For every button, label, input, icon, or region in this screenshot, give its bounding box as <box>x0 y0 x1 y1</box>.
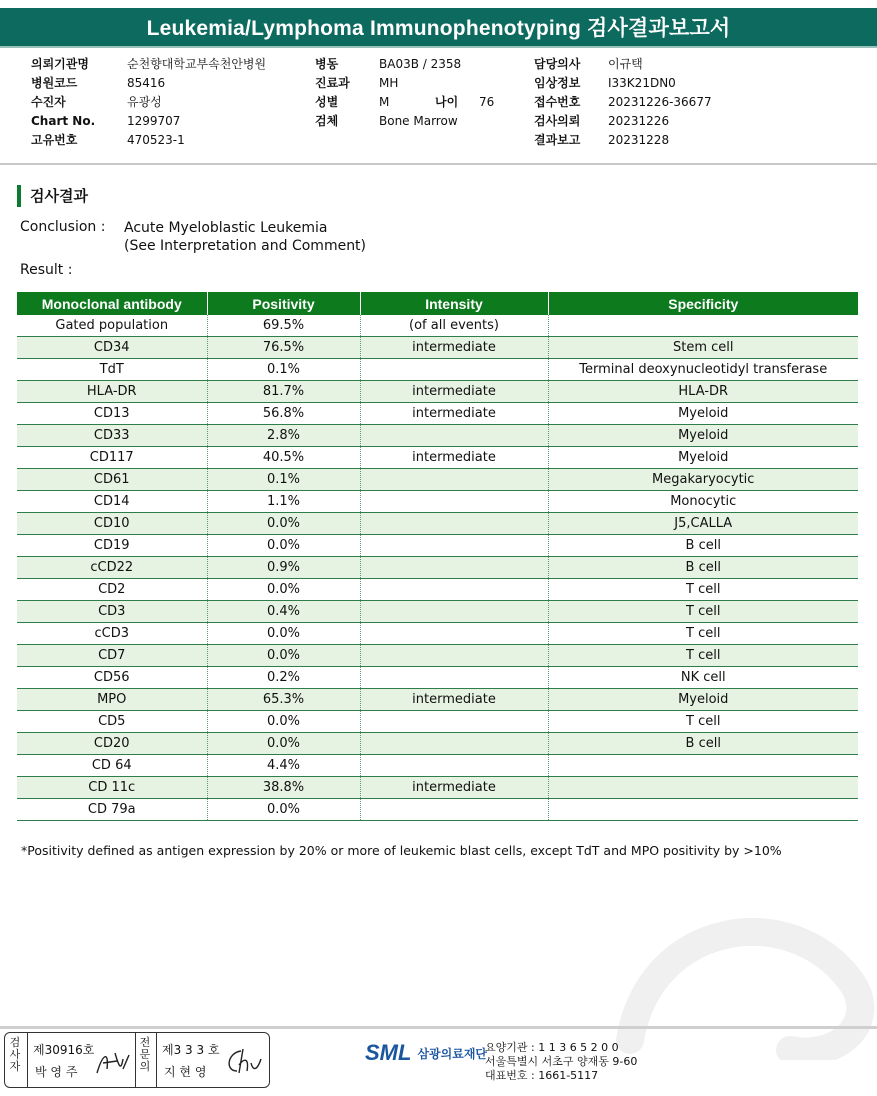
patient-info-col1 <box>31 55 266 150</box>
table-row <box>17 755 858 777</box>
positivity-cell: 0.0% <box>207 513 360 535</box>
specificity-cell <box>548 777 858 799</box>
table-row <box>17 733 858 755</box>
specificity-cell: T cell <box>548 601 858 623</box>
intensity-cell <box>360 359 548 381</box>
info-row <box>31 131 266 150</box>
separator <box>156 1033 157 1087</box>
positivity-cell: 0.1% <box>207 359 360 381</box>
positivity-cell: 0.0% <box>207 733 360 755</box>
positivity-cell: 81.7% <box>207 381 360 403</box>
table-row <box>17 403 858 425</box>
antibody-cell: CD7 <box>17 645 207 667</box>
logo-name: 삼광의료재단 <box>417 1046 488 1061</box>
separator <box>135 1033 136 1087</box>
table-row <box>17 623 858 645</box>
specificity-cell: B cell <box>548 535 858 557</box>
info-label: Chart No. <box>31 114 96 128</box>
footnote: *Positivity defined as antigen expression by 20% or more of leukemic blast cells, except TdT and MPO positivity by >10% <box>21 843 782 858</box>
specificity-cell <box>548 799 858 821</box>
conclusion-label: Conclusion : <box>20 219 106 235</box>
age-value: 76 <box>479 95 495 109</box>
watermark-graphic <box>590 860 877 1060</box>
info-value: MH <box>379 76 399 90</box>
antibody-cell: CD2 <box>17 579 207 601</box>
antibody-cell: CD19 <box>17 535 207 557</box>
intensity-cell <box>360 601 548 623</box>
antibody-cell: CD3 <box>17 601 207 623</box>
antibody-cell: cCD3 <box>17 623 207 645</box>
section-title: 검사결과 <box>17 185 88 207</box>
table-row <box>17 381 858 403</box>
info-row <box>315 74 494 93</box>
antibody-cell: CD 79a <box>17 799 207 821</box>
sml-logo <box>365 1040 487 1066</box>
positivity-cell: 0.0% <box>207 579 360 601</box>
info-value: BA03B / 2358 <box>379 57 462 71</box>
info-value: 1299707 <box>127 114 181 128</box>
table-row <box>17 777 858 799</box>
info-label: 병동 <box>315 57 339 71</box>
info-row <box>534 74 712 93</box>
info-label: 결과보고 <box>534 133 581 147</box>
intensity-cell <box>360 799 548 821</box>
positivity-cell: 0.1% <box>207 469 360 491</box>
antibody-cell: TdT <box>17 359 207 381</box>
info-row <box>534 93 712 112</box>
info-value: 순천향대학교부속천안병원 <box>127 57 267 71</box>
specificity-cell: Myeloid <box>548 689 858 711</box>
org-line: 서울특별시 서초구 양재동 9-60 <box>485 1055 638 1068</box>
results-table <box>17 292 858 821</box>
patient-info-col2 <box>315 55 494 131</box>
table-row <box>17 667 858 689</box>
column-header: Specificity <box>548 292 858 315</box>
antibody-cell: HLA-DR <box>17 381 207 403</box>
report-title: Leukemia/Lymphoma Immunophenotyping 검사결과보고서 <box>0 8 877 46</box>
intensity-cell: (of all events) <box>360 315 548 337</box>
intensity-cell <box>360 425 548 447</box>
specificity-cell: HLA-DR <box>548 381 858 403</box>
table-row <box>17 601 858 623</box>
positivity-cell: 0.0% <box>207 711 360 733</box>
intensity-cell <box>360 733 548 755</box>
info-value: Bone Marrow <box>379 114 458 128</box>
table-row <box>17 359 858 381</box>
info-row <box>534 55 712 74</box>
conclusion-text <box>124 219 366 255</box>
signature-scribble <box>93 1047 133 1077</box>
info-value: M <box>379 95 390 109</box>
table-row <box>17 557 858 579</box>
signer-role-examiner: 검 사 자 <box>9 1036 21 1073</box>
intensity-cell <box>360 579 548 601</box>
positivity-cell: 0.0% <box>207 535 360 557</box>
signature-scribble <box>223 1045 263 1077</box>
table-row <box>17 645 858 667</box>
column-header: Positivity <box>207 292 360 315</box>
intensity-cell: intermediate <box>360 689 548 711</box>
antibody-cell: CD20 <box>17 733 207 755</box>
positivity-cell: 0.2% <box>207 667 360 689</box>
specificity-cell: B cell <box>548 733 858 755</box>
specificity-cell: T cell <box>548 711 858 733</box>
specificity-cell: Myeloid <box>548 447 858 469</box>
org-line: 요양기관 : 1 1 3 6 5 2 0 0 <box>485 1041 619 1054</box>
info-row <box>31 55 266 74</box>
positivity-cell: 0.0% <box>207 645 360 667</box>
license-number: 제3 3 3 호 <box>162 1043 220 1057</box>
table-row <box>17 337 858 359</box>
specificity-cell: Myeloid <box>548 403 858 425</box>
table-row <box>17 513 858 535</box>
antibody-cell: CD5 <box>17 711 207 733</box>
specificity-cell <box>548 755 858 777</box>
positivity-cell: 1.1% <box>207 491 360 513</box>
positivity-cell: 65.3% <box>207 689 360 711</box>
org-info <box>485 1041 637 1083</box>
positivity-cell: 4.4% <box>207 755 360 777</box>
title-divider <box>0 46 877 48</box>
table-row <box>17 447 858 469</box>
specificity-cell: T cell <box>548 645 858 667</box>
antibody-cell: CD33 <box>17 425 207 447</box>
info-row <box>315 112 494 131</box>
intensity-cell <box>360 557 548 579</box>
info-value: 470523-1 <box>127 133 185 147</box>
positivity-cell: 2.8% <box>207 425 360 447</box>
intensity-cell <box>360 535 548 557</box>
logo-mark: SML <box>365 1040 412 1065</box>
column-header: Monoclonal antibody <box>17 292 207 315</box>
info-label: 의뢰기관명 <box>31 57 89 71</box>
specificity-cell: B cell <box>548 557 858 579</box>
info-label: 임상정보 <box>534 76 581 90</box>
info-value: 이규택 <box>608 57 643 71</box>
conclusion-line: Acute Myeloblastic Leukemia <box>124 220 328 236</box>
info-row <box>315 93 494 112</box>
info-row <box>31 112 266 131</box>
intensity-cell: intermediate <box>360 777 548 799</box>
info-label: 진료과 <box>315 76 350 90</box>
table-row <box>17 425 858 447</box>
info-label: 검사의뢰 <box>534 114 581 128</box>
intensity-cell: intermediate <box>360 337 548 359</box>
specificity-cell: Monocytic <box>548 491 858 513</box>
positivity-cell: 0.0% <box>207 623 360 645</box>
positivity-cell: 69.5% <box>207 315 360 337</box>
intensity-cell <box>360 513 548 535</box>
positivity-cell: 40.5% <box>207 447 360 469</box>
table-row <box>17 315 858 337</box>
specificity-cell <box>548 315 858 337</box>
info-value: 20231228 <box>608 133 670 147</box>
intensity-cell <box>360 645 548 667</box>
info-label: 수진자 <box>31 95 66 109</box>
specificity-cell: Myeloid <box>548 425 858 447</box>
table-row <box>17 579 858 601</box>
info-value: 20231226-36677 <box>608 95 712 109</box>
positivity-cell: 0.4% <box>207 601 360 623</box>
intensity-cell <box>360 711 548 733</box>
info-value: 유광성 <box>127 95 162 109</box>
intensity-cell <box>360 469 548 491</box>
intensity-cell <box>360 623 548 645</box>
specificity-cell: T cell <box>548 579 858 601</box>
column-header: Intensity <box>360 292 548 315</box>
positivity-cell: 76.5% <box>207 337 360 359</box>
separator <box>27 1033 28 1087</box>
info-row <box>315 55 494 74</box>
table-row <box>17 799 858 821</box>
info-label: 고유번호 <box>31 133 78 147</box>
patient-info-col3 <box>534 55 712 150</box>
table-row <box>17 689 858 711</box>
intensity-cell <box>360 667 548 689</box>
intensity-cell: intermediate <box>360 447 548 469</box>
signature-box <box>4 1032 270 1088</box>
info-value: 85416 <box>127 76 166 90</box>
footer-divider <box>0 1026 877 1029</box>
positivity-cell: 0.0% <box>207 799 360 821</box>
info-row <box>534 131 712 150</box>
specificity-cell: Megakaryocytic <box>548 469 858 491</box>
intensity-cell: intermediate <box>360 381 548 403</box>
org-line: 대표번호 : 1661-5117 <box>485 1069 599 1082</box>
specificity-cell: Terminal deoxynucleotidyl transferase <box>548 359 858 381</box>
antibody-cell: CD34 <box>17 337 207 359</box>
antibody-cell: CD13 <box>17 403 207 425</box>
result-label: Result : <box>20 262 73 278</box>
info-value: I33K21DN0 <box>608 76 676 90</box>
antibody-cell: MPO <box>17 689 207 711</box>
conclusion-line: (See Interpretation and Comment) <box>124 238 367 254</box>
antibody-cell: CD 64 <box>17 755 207 777</box>
specialist-name: 지 현 영 <box>164 1065 207 1079</box>
antibody-cell: cCD22 <box>17 557 207 579</box>
table-row <box>17 711 858 733</box>
signer-role-specialist: 전 문 의 <box>139 1036 151 1073</box>
info-label: 병원코드 <box>31 76 78 90</box>
specificity-cell: T cell <box>548 623 858 645</box>
intensity-cell <box>360 491 548 513</box>
intensity-cell: intermediate <box>360 403 548 425</box>
info-value: 20231226 <box>608 114 670 128</box>
age-label: 나이 <box>435 95 459 109</box>
info-label: 담당의사 <box>534 57 581 71</box>
table-row <box>17 535 858 557</box>
antibody-cell: Gated population <box>17 315 207 337</box>
info-label: 접수번호 <box>534 95 581 109</box>
license-number: 제30916호 <box>33 1043 95 1057</box>
info-row <box>31 93 266 112</box>
specificity-cell: J5,CALLA <box>548 513 858 535</box>
examiner-name: 박 영 주 <box>35 1065 78 1079</box>
antibody-cell: CD14 <box>17 491 207 513</box>
table-header-row <box>17 292 858 315</box>
antibody-cell: CD10 <box>17 513 207 535</box>
info-label: 성별 <box>315 95 339 109</box>
positivity-cell: 0.9% <box>207 557 360 579</box>
table-row <box>17 491 858 513</box>
info-row <box>534 112 712 131</box>
antibody-cell: CD 11c <box>17 777 207 799</box>
info-row <box>31 74 266 93</box>
positivity-cell: 38.8% <box>207 777 360 799</box>
header-divider <box>0 163 877 165</box>
specificity-cell: NK cell <box>548 667 858 689</box>
antibody-cell: CD61 <box>17 469 207 491</box>
specificity-cell: Stem cell <box>548 337 858 359</box>
table-row <box>17 469 858 491</box>
intensity-cell <box>360 755 548 777</box>
antibody-cell: CD56 <box>17 667 207 689</box>
antibody-cell: CD117 <box>17 447 207 469</box>
info-label: 검체 <box>315 114 339 128</box>
positivity-cell: 56.8% <box>207 403 360 425</box>
